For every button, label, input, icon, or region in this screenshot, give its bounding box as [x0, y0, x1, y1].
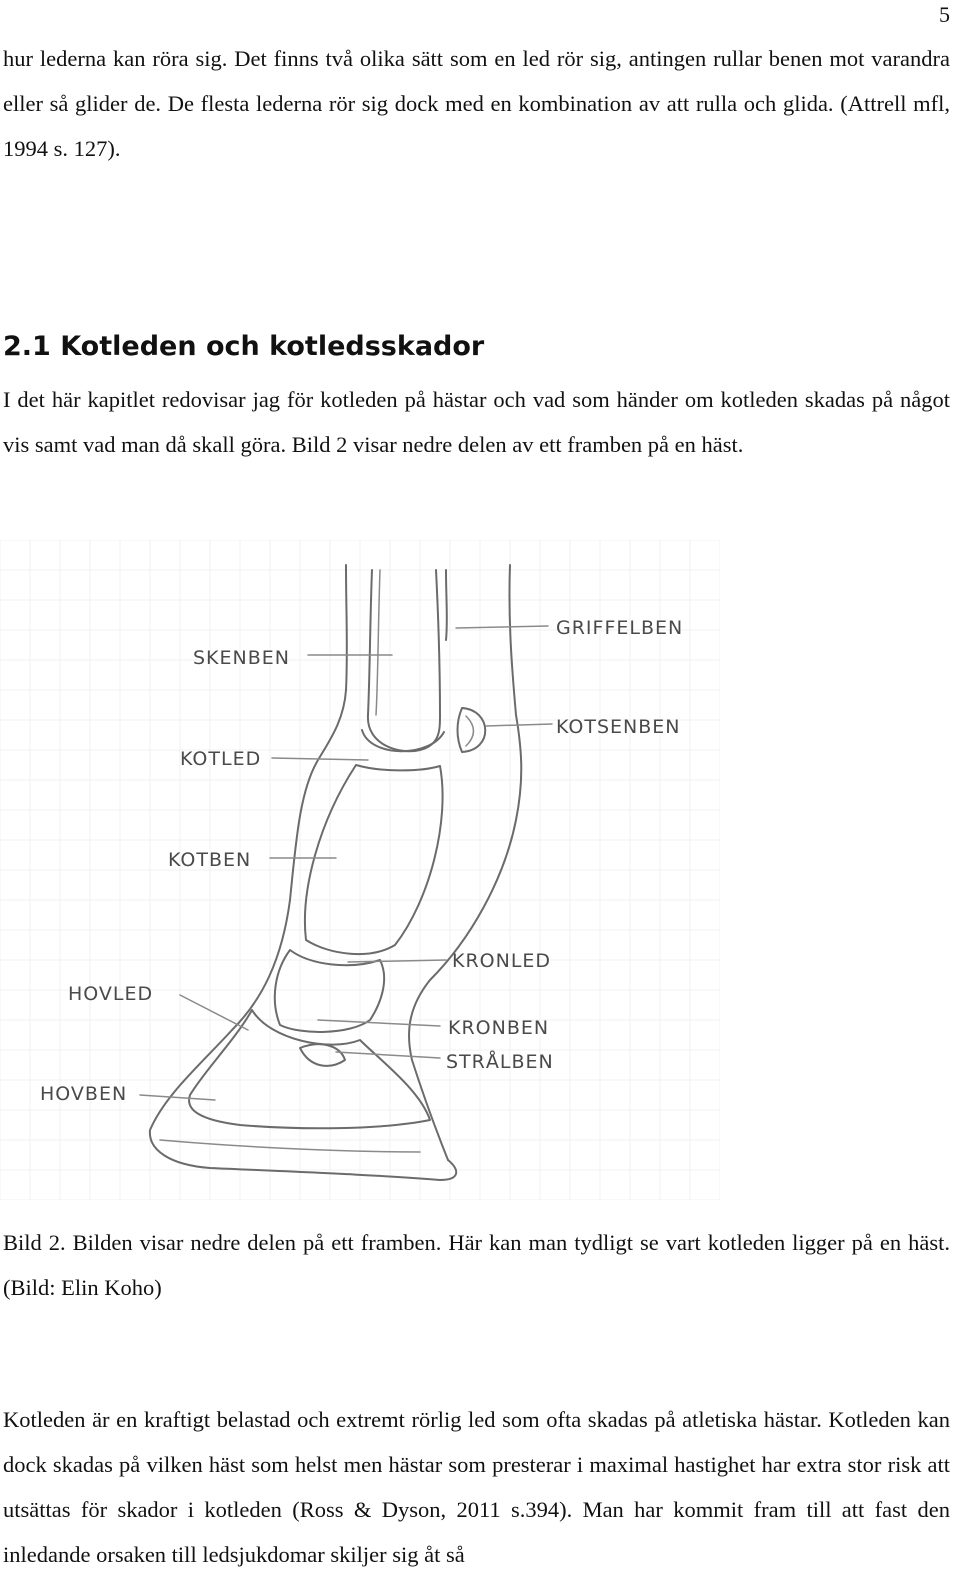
- label-kotben: KOTBEN: [168, 849, 252, 871]
- paragraph-kotleden: Kotleden är en kraftigt belastad och extremt rörlig led som ofta skadas på atletiska hästar. Kotleden kan dock skadas på vilken häst som helst men hästar som presterar i maximal hastighet har extra stor risk att utsättas för skador i kotleden (Ross & Dyson, 2011 s.394). Man har kommit fram till att fast den inledande orsaken till ledsjukdomar skiljer sig åt så: [3, 1407, 950, 1567]
- label-griffelben: GRIFFELBEN: [556, 617, 684, 639]
- label-hovben: HOVBEN: [40, 1083, 128, 1105]
- figure-caption: Bild 2. Bilden visar nedre delen på ett framben. Här kan man tydligt se vart kotleden ligger på en häst. (Bild: Elin Koho): [3, 1230, 950, 1300]
- paragraph-chapter-intro: I det här kapitlet redovisar jag för kotleden på hästar och vad som händer om kotleden skadas på något vis samt vad man då skall göra. Bild 2 visar nedre delen av ett framben på en häst.: [3, 387, 950, 457]
- horse-leg-drawing: [0, 540, 720, 1200]
- label-hovled: HOVLED: [68, 983, 154, 1005]
- horse-leg-drawing-svg: [0, 540, 720, 1200]
- paragraph-intro: hur lederna kan röra sig. Det finns två olika sätt som en led rör sig, antingen rullar benen mot varandra eller så glider de. De flesta lederna rör sig dock med en kombination av att rulla och glida. (Attrell mfl, 1994 s. 127).: [3, 46, 950, 161]
- label-skenben: SKENBEN: [193, 647, 290, 669]
- page-number: 5: [939, 2, 950, 27]
- label-kronled: KRONLED: [452, 950, 552, 972]
- section-heading: 2.1 Kotleden och kotledsskador: [3, 331, 485, 362]
- label-stralben: STRÅLBEN: [446, 1051, 554, 1073]
- label-kronben: KRONBEN: [448, 1017, 550, 1039]
- label-kotsenben: KOTSENBEN: [556, 716, 681, 738]
- label-kotled: KOTLED: [180, 748, 262, 770]
